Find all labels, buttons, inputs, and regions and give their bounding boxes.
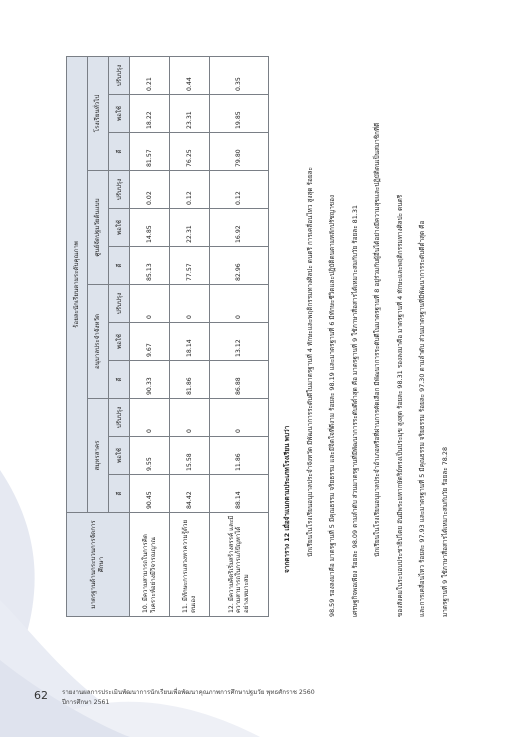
level-header: ดี [109, 361, 130, 399]
page-number: 62 [34, 689, 48, 702]
table-cell: 22.31 [170, 209, 210, 247]
level-header: พอใช้ [109, 95, 130, 133]
level-header: พอใช้ [109, 209, 130, 247]
table-cell: 85.13 [130, 247, 170, 285]
table-cell: 13.12 [210, 323, 269, 361]
group-header: โรงเรียนทั่วไป [88, 56, 109, 170]
table-cell: 84.42 [170, 475, 210, 513]
table-cell: 0.12 [210, 171, 269, 209]
criteria-header: มาตรฐานด้านกระบวนการจัดการศึกษา [67, 513, 130, 617]
table-cell: 77.57 [170, 247, 210, 285]
table-cell: 0 [130, 285, 170, 323]
paragraph-line: นักเรียนในโรงเรียนอนุบาลประจำอำเภอหรือที่ผ่านการคัดเลือก มีพัฒนาการระดับดีในมาตรฐานที่ 8 อยู่ร่วมกับผู้อื่นได้อย่างมีความสุขและปฏิบัติตนเป็นสมาชิกที่ดี [373, 122, 381, 557]
table-cell: 0.21 [130, 56, 170, 94]
level-header: ปรับปรุง [109, 285, 130, 323]
table-cell: 0 [210, 399, 269, 437]
level-header: พอใช้ [109, 323, 130, 361]
table-cell: 0.44 [170, 56, 210, 94]
table-cell: 15.58 [170, 437, 210, 475]
paragraph-line: เศรษฐกิจพอเพียง ร้อยละ 98.09 ตามลำดับ ส่วนมาตรฐานที่มีพัฒนาการระดับดีต่ำสุด คือ มาตรฐานที่ 9 ใช้ภาษาสื่อสารได้เหมาะสมกับวัย ร้อยละ 81.31 [350, 205, 359, 617]
table-cell: 82.96 [210, 247, 269, 285]
table-cell: 18.22 [130, 95, 170, 133]
rotated-page-content [66, 57, 458, 617]
paragraph-line: และการเคลื่อนไหว ร้อยละ 97.93 และมาตรฐานที่ 5 มีคุณธรรม จริยธรรม ร้อยละ 97.30 ตามลำดับ ส่วนมาตรฐานที่มีพัฒนาการระดับดีต่ำสุด คือ [418, 220, 426, 617]
table-cell: 88.14 [210, 475, 269, 513]
table-cell: 14.85 [130, 209, 170, 247]
paragraph-line: ของสังคมในระบอบประชาธิปไตย อันมีพระมหากษัตริย์ทรงเป็นประมุข สูงสุด ร้อยละ 98.31 รองลงมาคือ มาตรฐานที่ 4 ทักษะและพฤติกรรมทางศิลปะ ดนตรี [395, 194, 404, 617]
quality-level-header: ร้อยละนักเรียนตามระดับคุณภาพ [67, 56, 88, 512]
results-table [66, 56, 269, 617]
table-row [170, 56, 210, 616]
table-cell: 90.45 [130, 475, 170, 513]
group-header: สมุทรสาคร [88, 399, 109, 513]
table-cell: 0.02 [130, 171, 170, 209]
table-cell: 81.86 [170, 361, 210, 399]
table-cell: 81.57 [130, 133, 170, 171]
table-cell: 0 [170, 399, 210, 437]
footer [62, 688, 315, 708]
level-header: ดี [109, 247, 130, 285]
table-cell: 9.67 [130, 323, 170, 361]
footer-academic-year: ปีการศึกษา 2561 [62, 699, 110, 706]
row-criterion: 11. มีทักษะการแสวงหาความรู้ด้วยตนเอง [170, 513, 210, 617]
level-header: ปรับปรุง [109, 171, 130, 209]
table-cell: 16.92 [210, 209, 269, 247]
paragraph-line: จากตาราง 12 เมื่อจำแนกตามประเภทโรงเรียน พบว่า [283, 425, 291, 573]
level-header: พอใช้ [109, 437, 130, 475]
row-criterion: 10. มีความสามารถในการคิดวิเคราะห์อย่างมีวิจารณญาณ [130, 513, 170, 617]
level-header: ดี [109, 133, 130, 171]
paragraph-line: 98.59 รองลงมาคือ มาตรฐานที่ 5 มีคุณธรรม จริยธรรม และมีจิตใจที่ดีงาม ร้อยละ 98.19 และมาตรฐานที่ 6 มีทักษะชีวิตและปฏิบัติตนตามหลักปรัชญาของ [328, 194, 336, 617]
table-cell: 11.86 [210, 437, 269, 475]
table-cell: 9.55 [130, 437, 170, 475]
paragraph-line: นักเรียนในโรงเรียนอนุบาลประจำจังหวัด มีพัฒนาการระดับดีในมาตรฐานที่ 4 ทักษะและพฤติกรรมทางศิลปะ ดนตรี การเคลื่อนไหว สูงสุด ร้อยละ [305, 167, 314, 557]
group-header: ศูนย์จัดปฐมวัยต้นแบบ [88, 171, 109, 285]
group-header: อนุบาลประจำจังหวัด [88, 285, 109, 399]
table-cell: 86.88 [210, 361, 269, 399]
table-cell: 18.14 [170, 323, 210, 361]
table-cell: 79.80 [210, 133, 269, 171]
table-cell: 0 [170, 285, 210, 323]
table-cell: 0.35 [210, 56, 269, 94]
row-criterion: 12. มีความคิดริเริ่มสร้างสรรค์ และมีความสามารถในการแก้ปัญหาได้อย่างเหมาะสม [210, 513, 269, 617]
table-cell: 76.25 [170, 133, 210, 171]
level-header: ดี [109, 475, 130, 513]
table-cell: 0 [130, 399, 170, 437]
footer-report-title: รายงานผลการประเมินพัฒนาการนักเรียนเพื่อพัฒนาคุณภาพการศึกษาปฐมวัย พุทธศักราช 2560 [62, 689, 315, 696]
level-header: ปรับปรุง [109, 399, 130, 437]
table-row [210, 56, 269, 616]
table-row [130, 56, 170, 616]
table-cell: 19.85 [210, 95, 269, 133]
paragraph-line: มาตรฐานที่ 9 ใช้ภาษาสื่อสารได้เหมาะสมกับวัย ร้อยละ 78.28 [440, 446, 449, 617]
body-text [276, 57, 456, 617]
table-header-row-1 [67, 56, 88, 616]
table-cell: 0 [210, 285, 269, 323]
level-header: ปรับปรุง [109, 56, 130, 94]
table-cell: 0.12 [170, 171, 210, 209]
table-cell: 90.33 [130, 361, 170, 399]
table-cell: 23.31 [170, 95, 210, 133]
